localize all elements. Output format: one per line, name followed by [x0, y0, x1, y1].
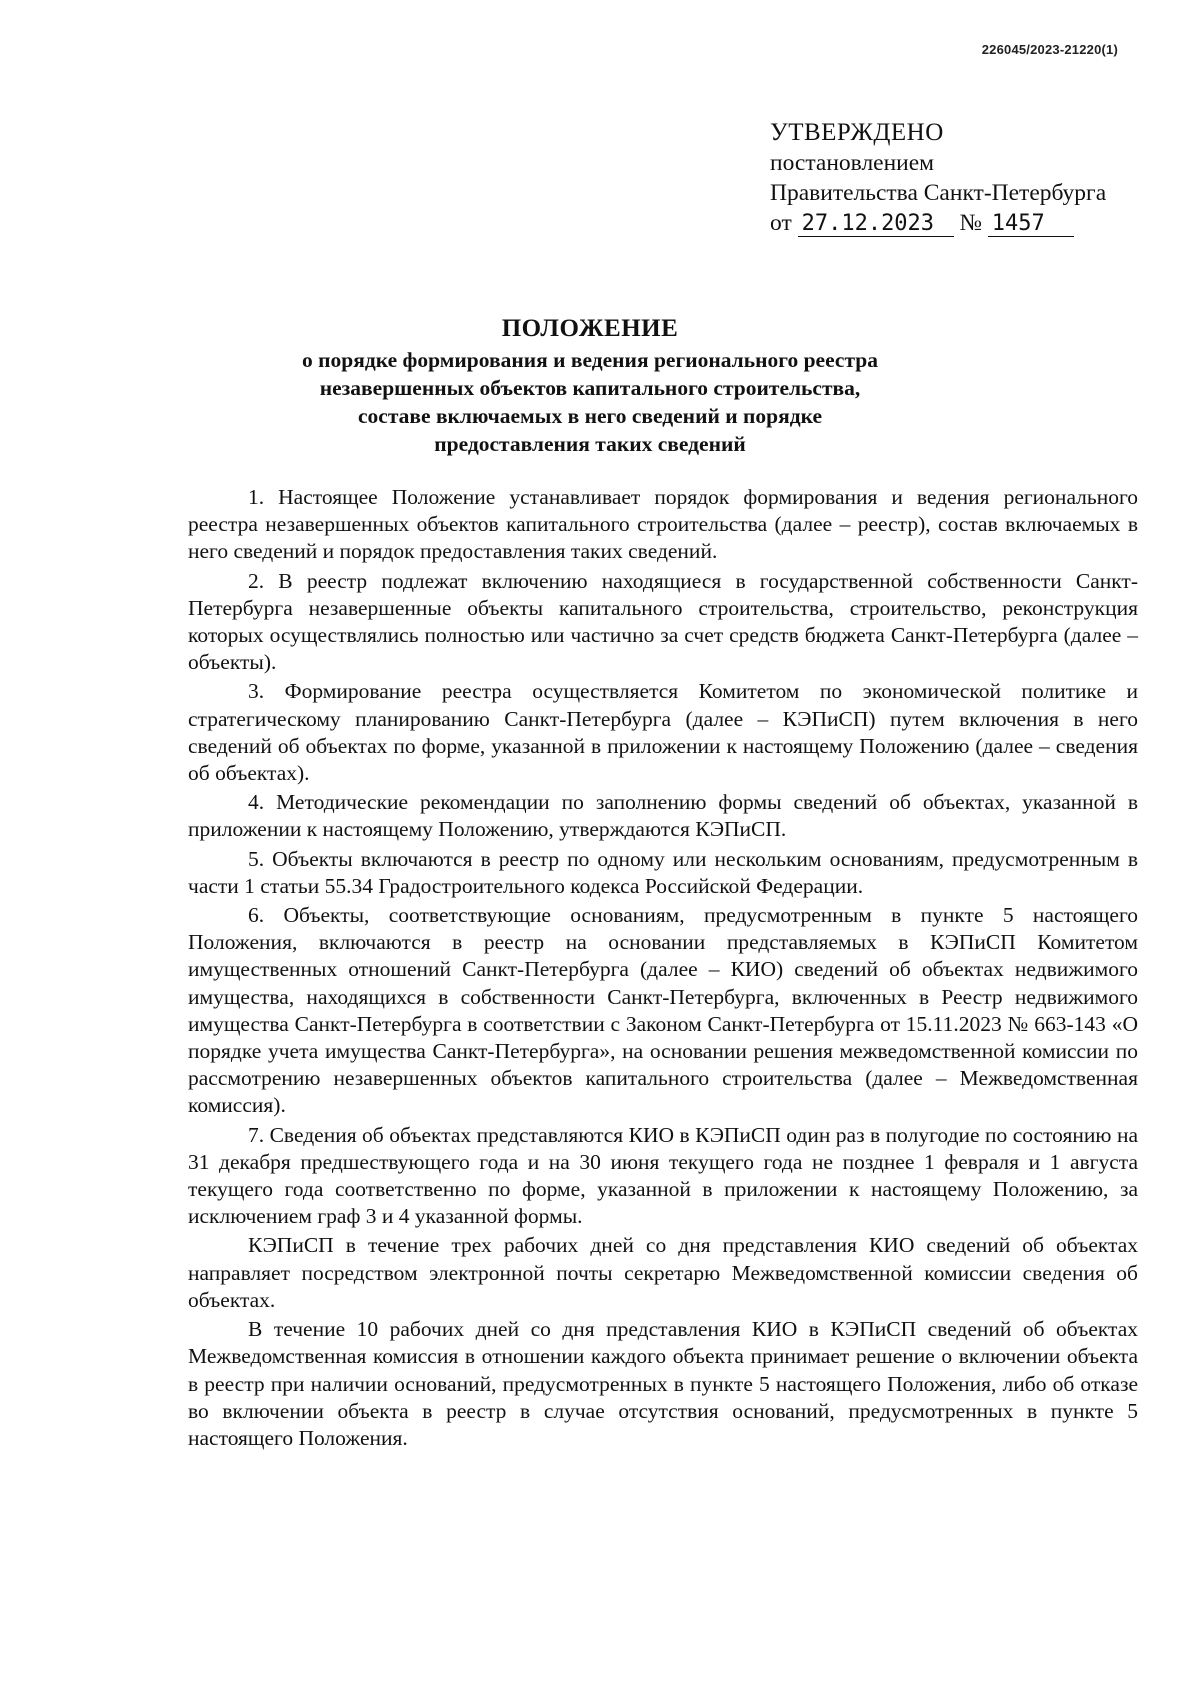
approval-date: 27.12.2023: [798, 212, 954, 237]
title-subtitle-line: о порядке формирования и ведения регионального реестра: [302, 348, 878, 372]
number-label: №: [959, 210, 982, 236]
approval-number: 1457: [988, 212, 1074, 237]
document-id: 226045/2023-21220(1): [981, 42, 1118, 57]
paragraph-3: 3. Формирование реестра осуществляется Комитетом по экономической политике и стратегическому планированию Санкт-Петербурга (далее – КЭПиСП) путем включения в него сведений об объектах по форме, указанной в приложении к настоящему Положению (далее – сведения об объектах).: [188, 679, 1138, 786]
approval-line-decree: постановлением: [770, 150, 935, 176]
paragraph-6: 6. Объекты, соответствующие основаниям, предусмотренным в пункте 5 настоящего Положения, включаются в реестр на основании представляемых в КЭПиСП Комитетом имущественных отношений Санкт-Петербурга (далее – КИО) сведений об объектах недвижимого имущества, находящихся в собственности Санкт-Петербурга, включенных в Реестр недвижимого имущества Санкт-Петербурга в соответствии с Законом Санкт-Петербурга от 15.11.2023 № 663-143 «О порядке учета имущества Санкт-Петербурга», на основании решения межведомственной комиссии по рассмотрению незавершенных объектов капитального строительства (далее – Межведомственная комиссия).: [188, 903, 1138, 1118]
title-subtitle-line: предоставления таких сведений: [434, 432, 746, 456]
paragraph-7-decision: В течение 10 рабочих дней со дня представления КИО в КЭПиСП сведений об объектах Межведомственная комиссия в отношении каждого объекта принимает решение о включении объекта в реестр при наличии оснований, предусмотренных в пункте 5 настоящего Положения, либо об отказе во включении объекта в реестр в случае отсутствия оснований, предусмотренных в пункте 5 настоящего Положения.: [188, 1317, 1138, 1450]
approved-heading: УТВЕРЖДЕНО: [770, 119, 944, 146]
paragraph-4: 4. Методические рекомендации по заполнению формы сведений об объектах, указанной в приложении к настоящему Положению, утверждаются КЭПиСП.: [188, 790, 1138, 842]
paragraph-7-continued: КЭПиСП в течение трех рабочих дней со дня представления КИО сведений об объектах направляет посредством электронной почты секретарю Межведомственной комиссии сведения об объектах.: [188, 1233, 1138, 1312]
from-label: от: [770, 210, 792, 236]
title-main: ПОЛОЖЕНИЕ: [501, 315, 679, 342]
approval-date-line: [770, 208, 1130, 238]
approval-line-government: Правительства Санкт-Петербурга: [770, 180, 1107, 206]
title-subtitle-line: незавершенных объектов капитального строительства,: [319, 376, 861, 400]
paragraph-1: 1. Настоящее Положение устанавливает порядок формирования и ведения регионального реестра незавершенных объектов капитального строительства (далее – реестр), состав включаемых в него сведений и порядок предоставления таких сведений.: [188, 485, 1138, 564]
paragraph-7: 7. Сведения об объектах представляются КИО в КЭПиСП один раз в полугодие по состоянию на 31 декабря предшествующего года и на 30 июня текущего года не позднее 1 февраля и 1 августа текущего года соответственно по форме, указанной в приложении к настоящему Положению, за исключением граф 3 и 4 указанной формы.: [188, 1122, 1138, 1229]
document-title: [150, 312, 1030, 458]
paragraph-2: 2. В реестр подлежат включению находящиеся в государственной собственности Санкт-Петербурга незавершенные объекты капитального строительства, строительство, реконструкция которых осуществлялись полностью или частично за счет средств бюджета Санкт-Петербурга (далее – объекты).: [188, 568, 1138, 675]
document-body: [188, 484, 1138, 1454]
paragraph-5: 5. Объекты включаются в реестр по одному или нескольким основаниям, предусмотренным в части 1 статьи 55.34 Градостроительного кодекса Российской Федерации.: [188, 846, 1138, 898]
approval-stamp: [770, 118, 1130, 238]
title-subtitle-line: составе включаемых в него сведений и порядке: [358, 404, 822, 428]
